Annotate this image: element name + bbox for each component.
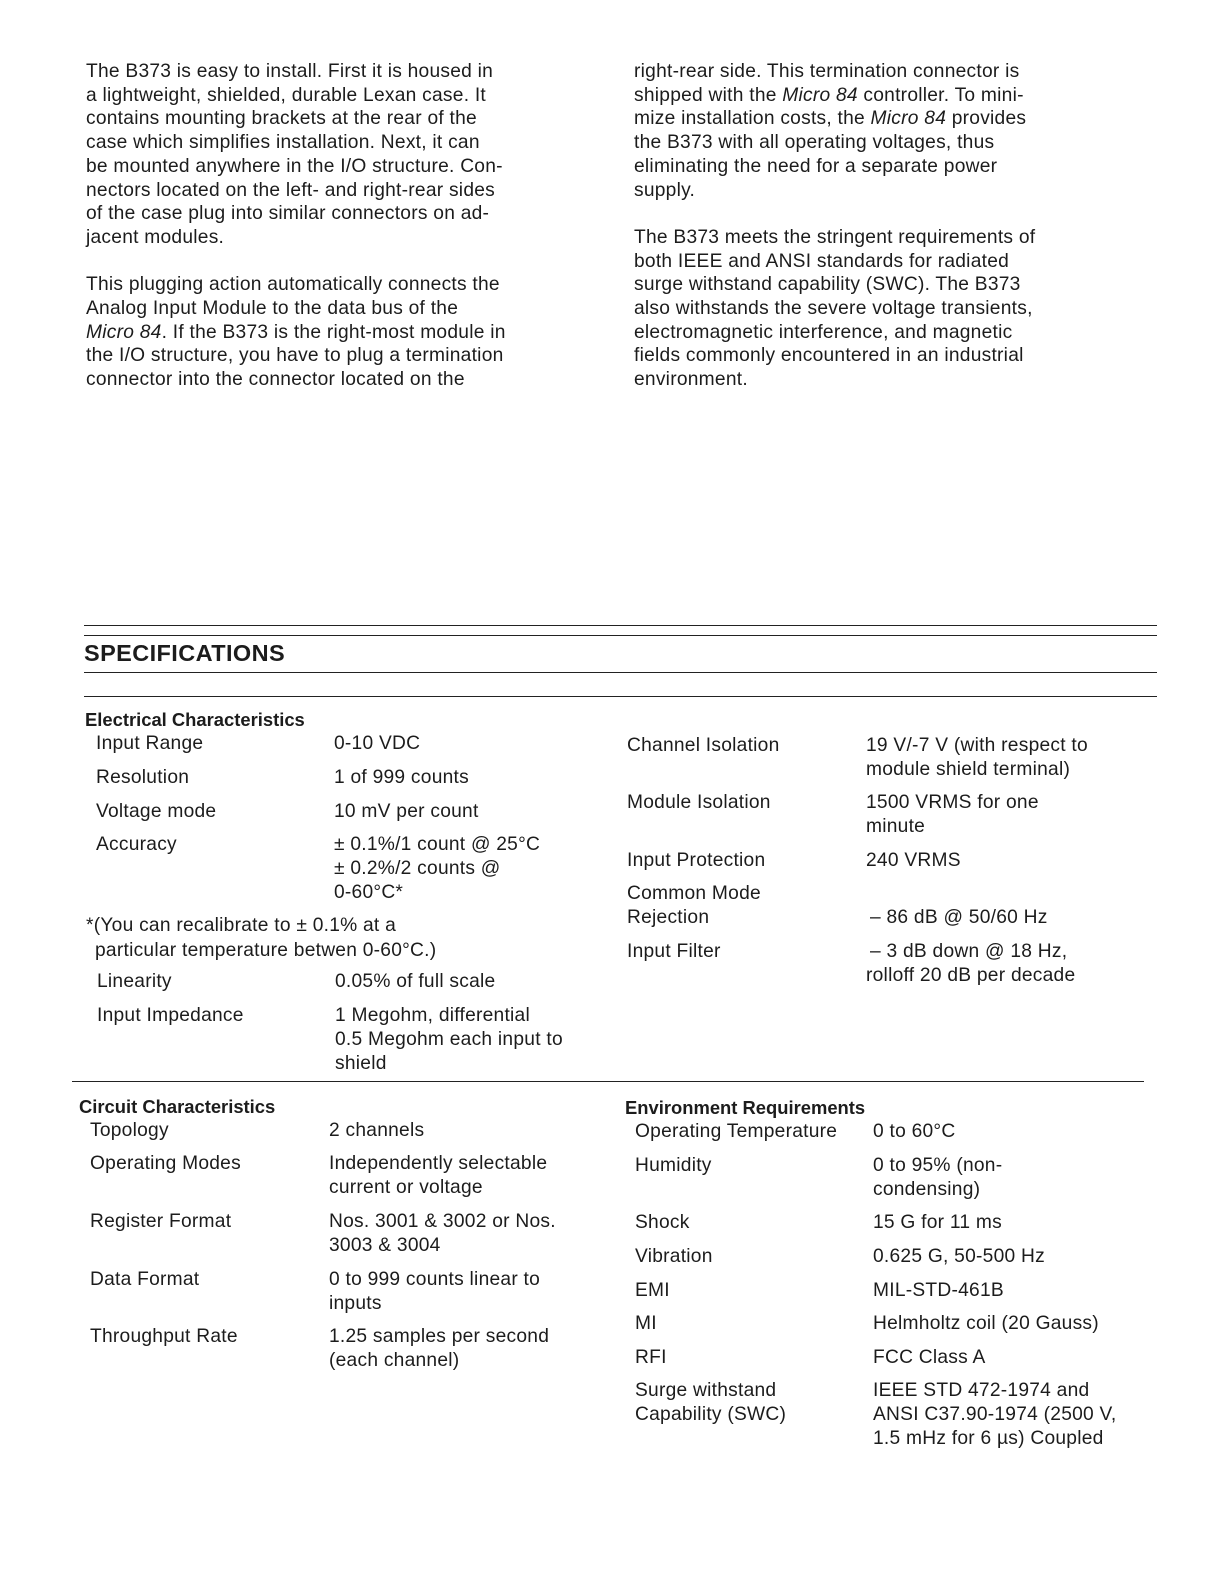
- text-line: IEEE STD 472-1974 and: [873, 1380, 1090, 1401]
- text-line: 15 G for 11 ms: [873, 1212, 1002, 1233]
- spec-value: [866, 849, 961, 873]
- text-line: surge withstand capability (SWC). The B373: [634, 274, 1021, 296]
- text-line: 1 of 999 counts: [334, 767, 469, 788]
- text-line: 0 to 999 counts linear to: [329, 1269, 541, 1290]
- spec-value: [873, 1211, 1002, 1235]
- circuit-characteristics-title: Circuit Characteristics: [79, 1096, 276, 1117]
- spec-label: [635, 1279, 670, 1303]
- spec-value: [329, 1119, 424, 1143]
- text-line: shield: [335, 1052, 387, 1074]
- spec-label: [627, 882, 761, 930]
- spec-label: [627, 940, 721, 964]
- spec-value: [329, 1210, 556, 1258]
- text-line: Input Protection: [627, 850, 766, 871]
- spec-value: [334, 833, 540, 904]
- text-line: FCC Class A: [873, 1347, 986, 1368]
- spec-value: [873, 1279, 1004, 1303]
- text-line: particular temperature betwen 0-60°C.): [95, 939, 437, 961]
- product-name: Micro 84: [870, 108, 947, 130]
- text-line: 1.25 samples per second: [329, 1326, 550, 1347]
- spec-label: [96, 800, 216, 824]
- spec-value: [334, 732, 420, 756]
- text-line: [870, 882, 1048, 906]
- text-line: RFI: [635, 1347, 667, 1368]
- text-line: 1500 VRMS for one: [866, 792, 1039, 813]
- spec-value: [870, 882, 1048, 930]
- text-line: Independently selectable: [329, 1153, 548, 1174]
- spec-label: [635, 1379, 786, 1427]
- text-line: minute: [866, 815, 926, 837]
- text-line: connector into the connector located on the: [86, 369, 465, 391]
- spec-label: [635, 1120, 837, 1144]
- spec-label: [635, 1346, 667, 1370]
- spec-label: [627, 791, 771, 815]
- environment-requirements-title: Environment Requirements: [625, 1097, 866, 1118]
- text-line: Vibration: [635, 1246, 713, 1267]
- text-fragment: controller. To mini-: [857, 84, 1024, 106]
- text-line: a lightweight, shielded, durable Lexan case. It: [86, 84, 487, 106]
- text-line: environment.: [634, 369, 748, 391]
- spec-value: [873, 1120, 955, 1144]
- intro-paragraph-3: [634, 60, 1114, 202]
- text-fragment: mize installation costs, the: [634, 108, 871, 130]
- text-line: [86, 321, 576, 345]
- text-fragment: provides: [946, 108, 1027, 130]
- text-line: Input Range: [96, 733, 204, 754]
- divider: [84, 696, 1157, 697]
- spec-label: [97, 970, 172, 994]
- text-line: 2 channels: [329, 1120, 425, 1141]
- text-line: [634, 107, 1114, 131]
- spec-label: [97, 1004, 244, 1028]
- text-line: 0.5 Megohm each input to: [335, 1028, 563, 1050]
- spec-label: [96, 833, 177, 857]
- intro-left-column: [86, 60, 576, 392]
- spec-label: [635, 1312, 657, 1336]
- spec-value: [334, 766, 469, 790]
- text-line: Capability (SWC): [635, 1403, 787, 1425]
- text-line: 19 V/-7 V (with respect to: [866, 735, 1088, 756]
- spec-value: [873, 1379, 1116, 1450]
- text-line: Linearity: [97, 971, 172, 992]
- text-line: 10 mV per count: [334, 801, 479, 822]
- electrical-characteristics-title: Electrical Characteristics: [85, 709, 305, 730]
- divider: [84, 635, 1157, 636]
- divider: [84, 672, 1157, 673]
- text-line: condensing): [873, 1178, 981, 1200]
- spec-label: [90, 1325, 238, 1349]
- text-line: Surge withstand: [635, 1380, 777, 1401]
- text-line: module shield terminal): [866, 758, 1071, 780]
- spec-value: [866, 940, 1076, 988]
- intro-right-column: [634, 60, 1114, 392]
- text-line: Operating Temperature: [635, 1121, 838, 1142]
- spec-value: [866, 734, 1088, 782]
- text-line: ± 0.2%/2 counts @: [334, 857, 501, 879]
- text-line: Operating Modes: [90, 1153, 241, 1174]
- divider: [72, 1081, 1144, 1082]
- text-line: Nos. 3001 & 3002 or Nos.: [329, 1211, 556, 1232]
- text-line: right-rear side. This termination connector is: [634, 61, 1020, 82]
- intro-paragraph-1: [86, 60, 576, 250]
- spec-value: [335, 1004, 563, 1075]
- text-line: 0-10 VDC: [334, 733, 421, 754]
- product-name: Micro 84: [86, 321, 162, 343]
- spec-label: [635, 1154, 712, 1178]
- spec-label: [90, 1268, 199, 1292]
- product-name: Micro 84: [782, 84, 858, 106]
- text-line: Resolution: [96, 767, 190, 788]
- text-line: Rejection: [627, 906, 710, 928]
- text-line: – 3 dB down @ 18 Hz,: [870, 941, 1068, 962]
- text-line: electromagnetic interference, and magnetic: [634, 321, 1013, 343]
- text-line: Module Isolation: [627, 792, 771, 813]
- text-line: 0 to 60°C: [873, 1121, 956, 1142]
- spec-value: [334, 800, 479, 824]
- spec-label: [96, 732, 203, 756]
- spec-value: [873, 1346, 986, 1370]
- spec-label: [96, 766, 189, 790]
- text-line: the B373 with all operating voltages, thus: [634, 132, 995, 154]
- specifications-heading: SPECIFICATIONS: [84, 640, 286, 666]
- spec-label: [90, 1119, 169, 1143]
- text-line: 3003 & 3004: [329, 1234, 441, 1256]
- text-line: 1.5 mHz for 6 µs) Coupled: [873, 1427, 1104, 1449]
- text-line: MIL-STD-461B: [873, 1280, 1004, 1301]
- text-line: nectors located on the left- and right-rear sides: [86, 179, 496, 201]
- text-line: eliminating the need for a separate power: [634, 155, 998, 177]
- spec-value: [335, 970, 495, 994]
- text-line: also withstands the severe voltage transients,: [634, 298, 1033, 320]
- text-line: 1 Megohm, differential: [335, 1005, 530, 1026]
- spec-value: [873, 1312, 1099, 1336]
- text-line: 0 to 95% (non-: [873, 1155, 1003, 1176]
- text-line: be mounted anywhere in the I/O structure. Con-: [86, 155, 503, 177]
- text-line: 240 VRMS: [866, 850, 961, 871]
- text-line: the I/O structure, you have to plug a termination: [86, 345, 504, 367]
- text-line: Channel Isolation: [627, 735, 780, 756]
- text-line: The B373 meets the stringent requirements of: [634, 226, 1036, 248]
- text-line: current or voltage: [329, 1176, 483, 1198]
- text-fragment: . If the B373 is the right-most module in: [161, 321, 506, 343]
- spec-label: [635, 1211, 690, 1235]
- text-line: jacent modules.: [86, 226, 225, 248]
- spec-label: [627, 734, 780, 758]
- text-line: contains mounting brackets at the rear of the: [86, 108, 477, 130]
- text-line: supply.: [634, 179, 696, 201]
- text-line: The B373 is easy to install. First it is housed in: [86, 61, 494, 82]
- text-line: ANSI C37.90-1974 (2500 V,: [873, 1403, 1117, 1425]
- spec-value: [329, 1268, 540, 1316]
- text-line: fields commonly encountered in an industrial: [634, 345, 1024, 367]
- text-line: *(You can recalibrate to ± 0.1% at a: [86, 915, 397, 936]
- text-line: 0.625 G, 50-500 Hz: [873, 1246, 1045, 1267]
- text-line: Common Mode: [627, 883, 761, 904]
- text-line: Data Format: [90, 1269, 200, 1290]
- text-line: Topology: [90, 1120, 169, 1141]
- text-line: EMI: [635, 1280, 670, 1301]
- text-line: Input Filter: [627, 941, 721, 962]
- text-line: both IEEE and ANSI standards for radiated: [634, 250, 1010, 272]
- text-line: (each channel): [329, 1349, 460, 1371]
- text-line: Throughput Rate: [90, 1326, 238, 1347]
- text-line: ± 0.1%/1 count @ 25°C: [334, 834, 541, 855]
- text-line: inputs: [329, 1292, 382, 1314]
- spec-value: [873, 1154, 1002, 1202]
- spec-value: [329, 1325, 549, 1373]
- text-line: Register Format: [90, 1211, 232, 1232]
- spec-value: [873, 1245, 1045, 1269]
- text-line: case which simplifies installation. Next, it can: [86, 132, 480, 154]
- spec-value: [329, 1152, 547, 1200]
- divider: [84, 625, 1157, 626]
- text-line: Input Impedance: [97, 1005, 244, 1026]
- text-line: This plugging action automatically connects the: [86, 274, 500, 296]
- spec-label: [90, 1210, 231, 1234]
- spec-value: [866, 791, 1039, 839]
- text-line: of the case plug into similar connectors on ad-: [86, 203, 490, 225]
- text-line: – 86 dB @ 50/60 Hz: [870, 906, 1048, 928]
- recalibration-note: [86, 914, 436, 963]
- text-line: Helmholtz coil (20 Gauss): [873, 1313, 1099, 1334]
- text-fragment: shipped with the: [634, 84, 783, 106]
- spec-label: [635, 1245, 713, 1269]
- text-line: rolloff 20 dB per decade: [866, 964, 1076, 986]
- text-line: Accuracy: [96, 834, 177, 855]
- text-line: 0-60°C*: [334, 881, 404, 903]
- text-line: Shock: [635, 1212, 690, 1233]
- intro-paragraph-4: [634, 226, 1114, 392]
- text-line: Humidity: [635, 1155, 712, 1176]
- spec-label: [90, 1152, 241, 1176]
- text-line: [634, 84, 1114, 108]
- text-line: Analog Input Module to the data bus of the: [86, 298, 459, 320]
- text-line: Voltage mode: [96, 801, 217, 822]
- text-line: 0.05% of full scale: [335, 971, 496, 992]
- spec-label: [627, 849, 765, 873]
- intro-paragraph-2: [86, 273, 576, 392]
- text-line: MI: [635, 1313, 657, 1334]
